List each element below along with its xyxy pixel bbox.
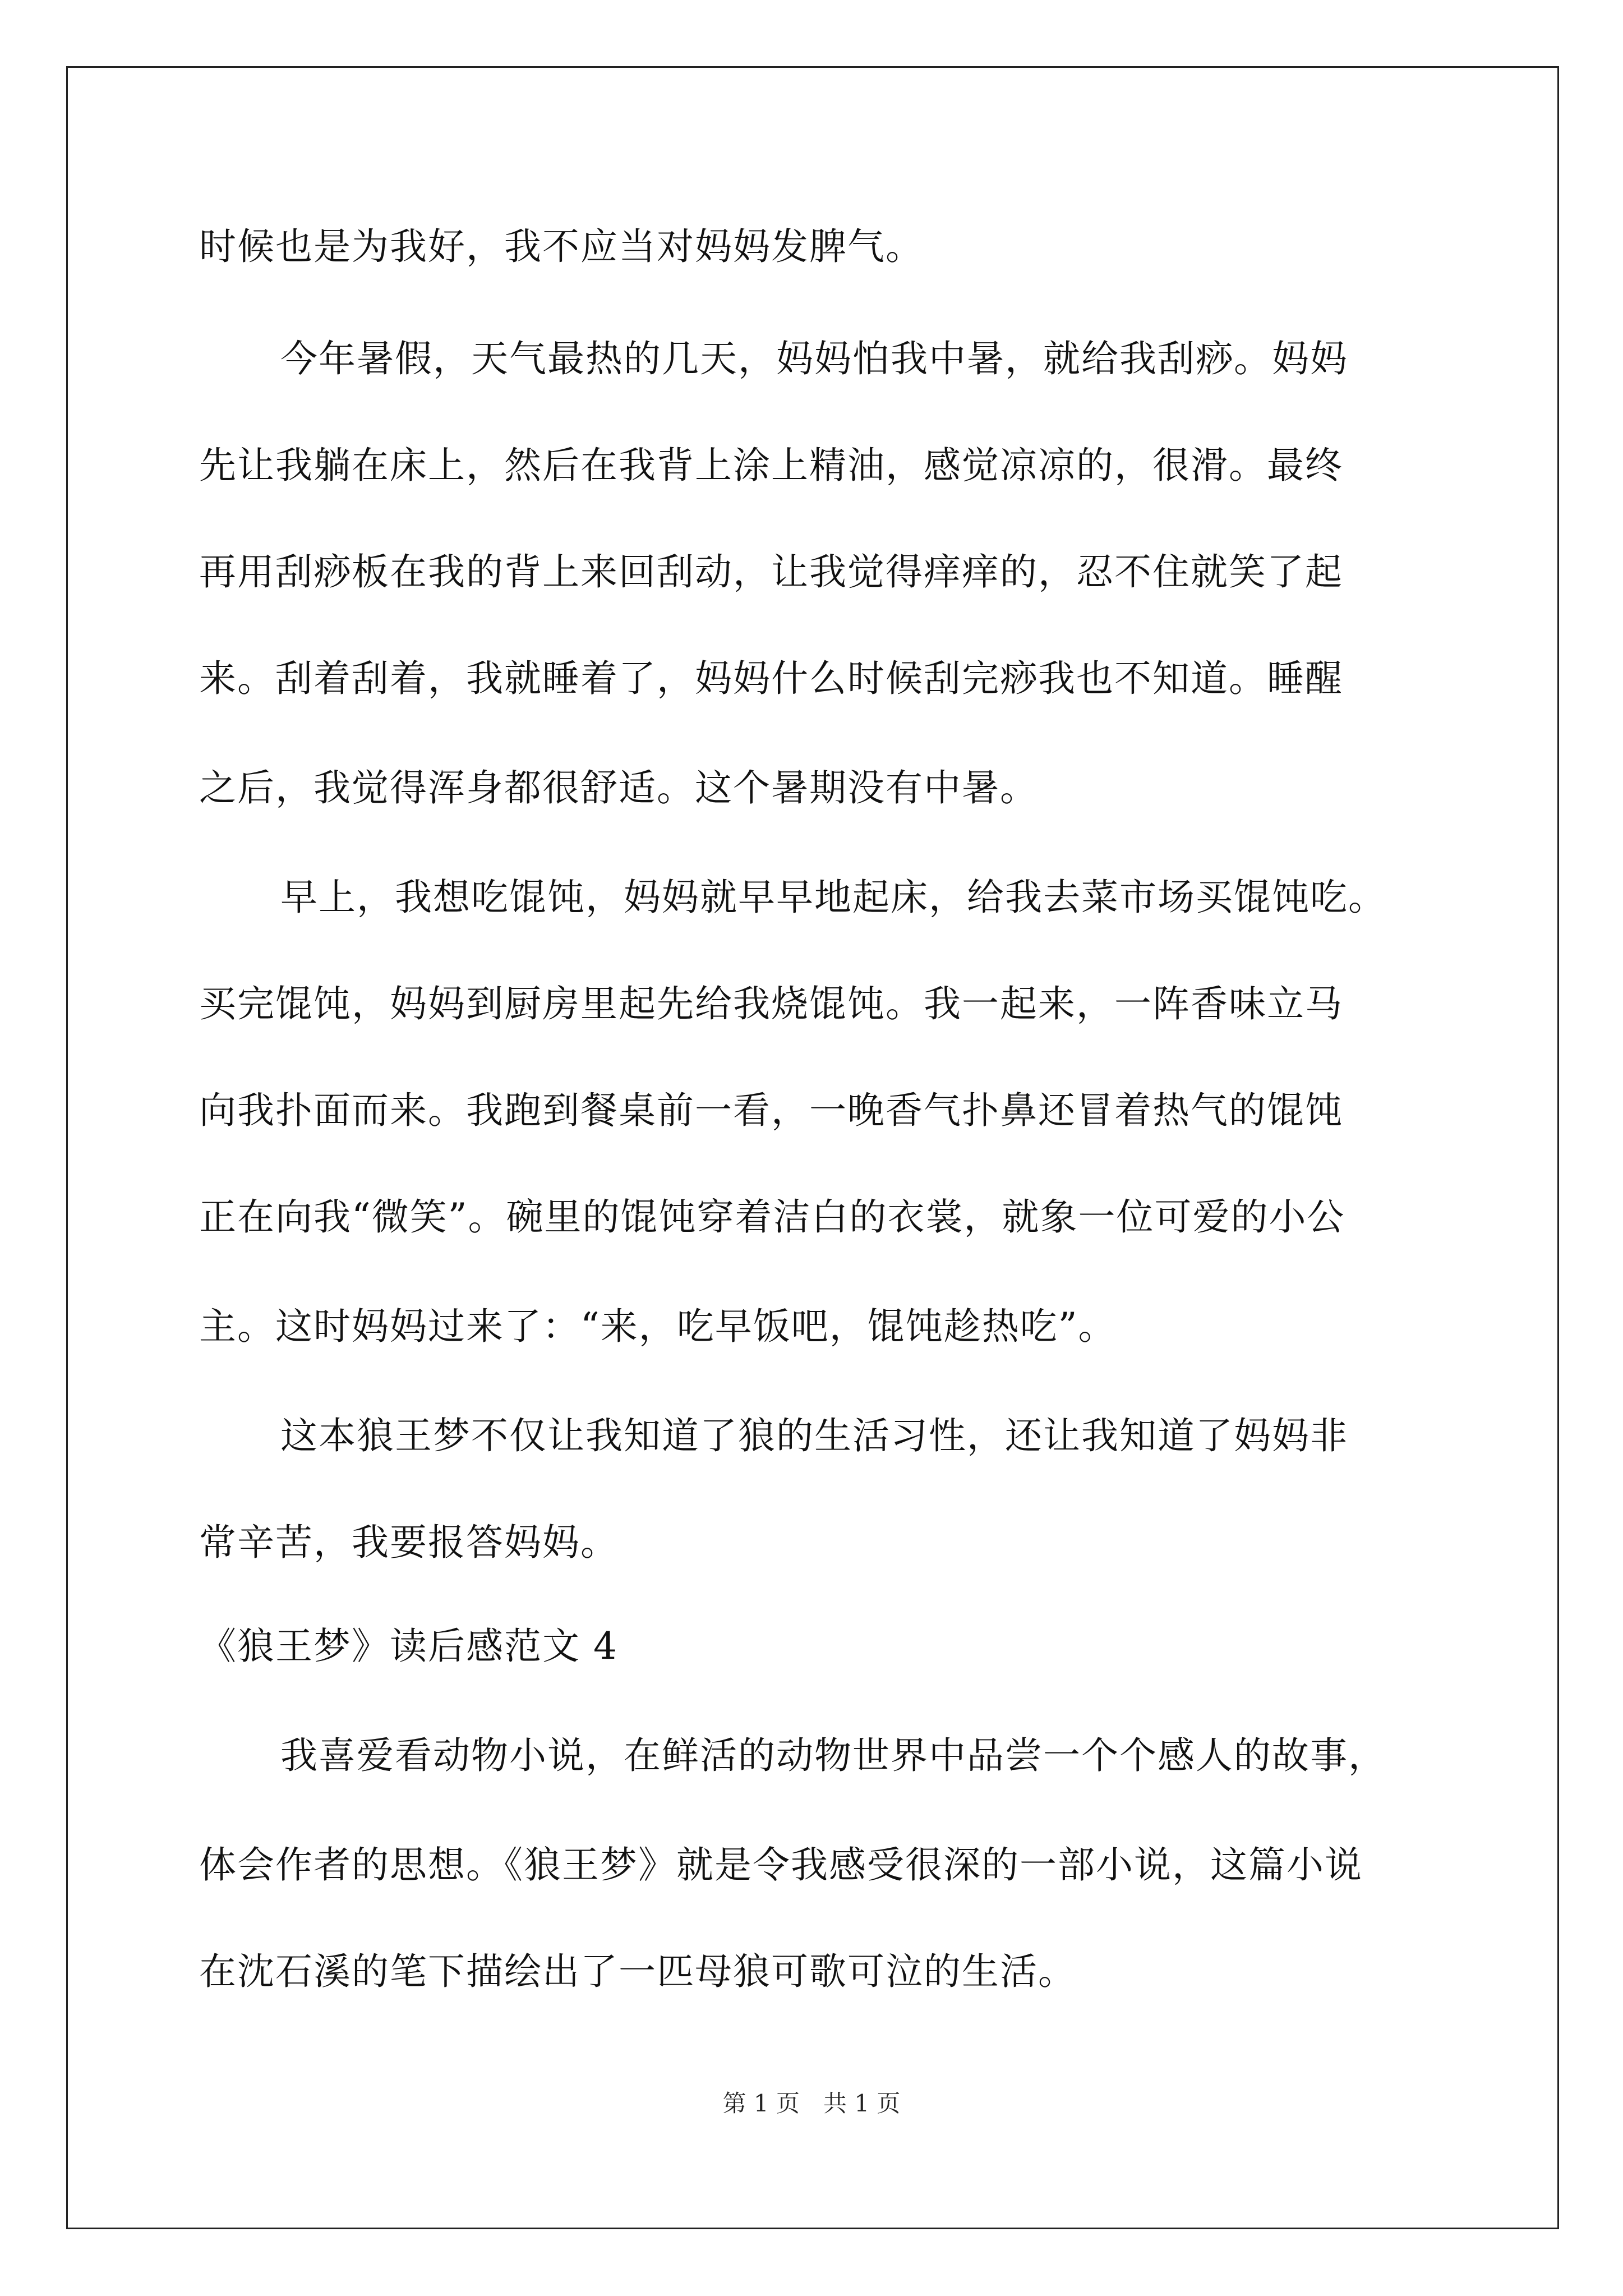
text-line: 体会作者的思想。《狼王梦》就是令我感受很深的一部小说，这篇小说 <box>199 1843 1363 1887</box>
paragraph-start: 早上，我想吃馄饨，妈妈就早早地起床，给我去菜市场买馄饨吃。 <box>280 876 1386 919</box>
text-line: 常辛苦，我要报答妈妈。 <box>199 1521 619 1564</box>
paragraph-start: 这本狼王梦不仅让我知道了狼的生活习性，还让我知道了妈妈非 <box>280 1414 1348 1457</box>
page-footer: 第 1 页 共 1 页 <box>722 2090 901 2117</box>
text-line: 买完馄饨，妈妈到厨房里起先给我烧馄饨。我一起来，一阵香味立马 <box>199 982 1343 1025</box>
text-line: 在沈石溪的笔下描绘出了一匹母狼可歌可泣的生活。 <box>199 1950 1076 1993</box>
paragraph-start: 我喜爱看动物小说，在鲜活的动物世界中品尝一个个感人的故事， <box>280 1734 1386 1777</box>
page-border <box>66 66 1559 2229</box>
text-line: 来。刮着刮着，我就睡着了，妈妈什么时候刮完痧我也不知道。睡醒 <box>199 657 1343 700</box>
text-line: 主。这时妈妈过来了：“来，吃早饭吧，馄饨趁热吃”。 <box>199 1305 1117 1348</box>
paragraph-start: 今年暑假，天气最热的几天，妈妈怕我中暑，就给我刮痧。妈妈 <box>280 337 1348 380</box>
text-line: 向我扑面而来。我跑到餐桌前一看，一晚香气扑鼻还冒着热气的馄饨 <box>199 1089 1343 1132</box>
text-line: 先让我躺在床上，然后在我背上涂上精油，感觉凉凉的，很滑。最终 <box>199 444 1343 487</box>
section-heading: 《狼王梦》读后感范文 4 <box>199 1625 618 1668</box>
text-line: 时候也是为我好，我不应当对妈妈发脾气。 <box>199 225 924 268</box>
text-line: 之后，我觉得浑身都很舒适。这个暑期没有中暑。 <box>199 766 1038 809</box>
text-line: 再用刮痧板在我的背上来回刮动，让我觉得痒痒的，忍不住就笑了起 <box>199 550 1343 593</box>
text-line: 正在向我“微笑”。碗里的馄饨穿着洁白的衣裳，就象一位可爱的小公 <box>199 1195 1345 1239</box>
